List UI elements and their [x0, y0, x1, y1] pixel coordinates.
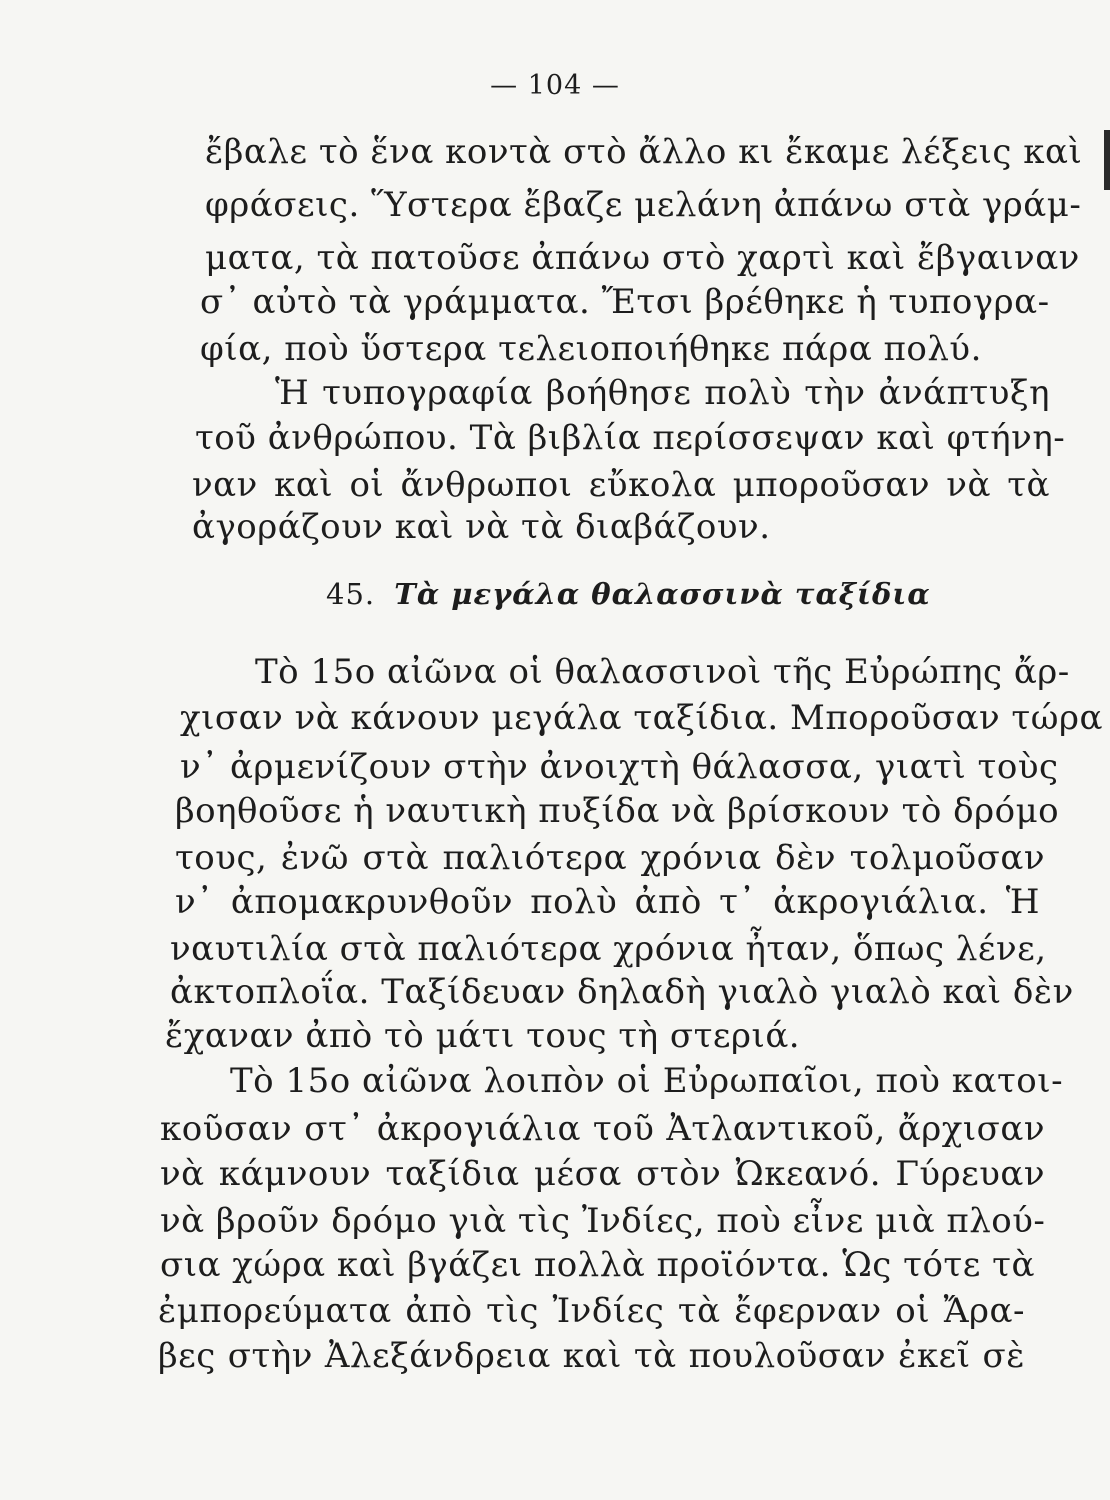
- text-line: ματα, τὰ πατοῦσε ἀπάνω στὸ χαρτὶ καὶ ἔβγαιναν: [205, 238, 1080, 278]
- text-line: φράσεις. Ὕστερα ἔβαζε μελάνη ἀπάνω στὰ γράμ-: [205, 185, 1082, 225]
- text-line: σια χώρα καὶ βγάζει πολλὰ προϊόντα. Ὡς τότε τὰ: [160, 1245, 1035, 1285]
- text-line: βες στὴν Ἀλεξάνδρεια καὶ τὰ πουλοῦσαν ἐκεῖ σὲ: [158, 1336, 1025, 1376]
- text-line: κοῦσαν στ᾿ ἀκρογιάλια τοῦ Ἀτλαντικοῦ, ἄρχισαν: [160, 1109, 1045, 1149]
- section-number: 45.: [326, 577, 376, 611]
- text-line: σ᾿ αὐτὸ τὰ γράμματα. Ἔτσι βρέθηκε ἡ τυπογρα-: [200, 282, 1050, 322]
- text-line: ἀγοράζουν καὶ νὰ τὰ διαβάζουν.: [192, 507, 771, 547]
- text-line: νὰ κάμνουν ταξίδια μέσα στὸν Ὠκεανό. Γύρευαν: [160, 1154, 1045, 1194]
- text-line: ν᾿ ἀρμενίζουν στὴν ἀνοιχτὴ θάλασσα, γιατὶ τοὺς: [180, 747, 1059, 787]
- page-number: — 104 —: [490, 70, 620, 101]
- text-line: νὰ βροῦν δρόμο γιὰ τὶς Ἰνδίες, ποὺ εἶνε μιὰ πλού-: [160, 1201, 1046, 1241]
- text-line: ἀκτοπλοΐα. Ταξίδευαν δηλαδὴ γιαλὸ γιαλὸ καὶ δὲν: [170, 972, 1074, 1012]
- text-line: τοῦ ἀνθρώπου. Τὰ βιβλία περίσσεψαν καὶ φτήνη-: [195, 418, 1066, 458]
- text-line: ἔχαναν ἀπὸ τὸ μάτι τους τὴ στεριά.: [165, 1016, 801, 1056]
- text-line: βοηθοῦσε ἡ ναυτικὴ πυξίδα νὰ βρίσκουν τὸ δρόμο: [175, 791, 1060, 831]
- text-line: ναν καὶ οἱ ἄνθρωποι εὔκολα μποροῦσαν νὰ τὰ: [192, 465, 1050, 505]
- text-line: ναυτιλία στὰ παλιότερα χρόνια ἦταν, ὅπως λένε,: [170, 929, 1047, 969]
- text-line: φία, ποὺ ὕστερα τελειοποιήθηκε πάρα πολύ.: [200, 329, 982, 369]
- text-line: χισαν νὰ κάνουν μεγάλα ταξίδια. Μποροῦσαν τώρα: [180, 698, 1103, 738]
- section-heading: [326, 577, 931, 611]
- text-line: ν᾿ ἀπομακρυνθοῦν πολὺ ἀπὸ τ᾿ ἀκρογιάλια. Ἡ: [175, 882, 1040, 922]
- text-line: ἐμπορεύματα ἀπὸ τὶς Ἰνδίες τὰ ἔφερναν οἱ Ἄρα-: [158, 1291, 1025, 1331]
- section-title: Τὰ μεγάλα θαλασσινὰ ταξίδια: [394, 577, 931, 611]
- page-edge-shadow: [1104, 130, 1110, 190]
- text-line: Τὸ 15ο αἰῶνα λοιπὸν οἱ Εὐρωπαῖοι, ποὺ κατοι-: [230, 1061, 1064, 1101]
- text-line: τους, ἐνῶ στὰ παλιότερα χρόνια δὲν τολμοῦσαν: [175, 838, 1045, 878]
- text-line: ἔβαλε τὸ ἕνα κοντὰ στὸ ἄλλο κι ἔκαμε λέξεις καὶ: [205, 132, 1083, 172]
- text-line: Ἡ τυπογραφία βοήθησε πολὺ τὴν ἀνάπτυξη: [275, 373, 1050, 413]
- text-line: Τὸ 15ο αἰῶνα οἱ θαλασσινοὶ τῆς Εὐρώπης ἄρ-: [255, 652, 1070, 692]
